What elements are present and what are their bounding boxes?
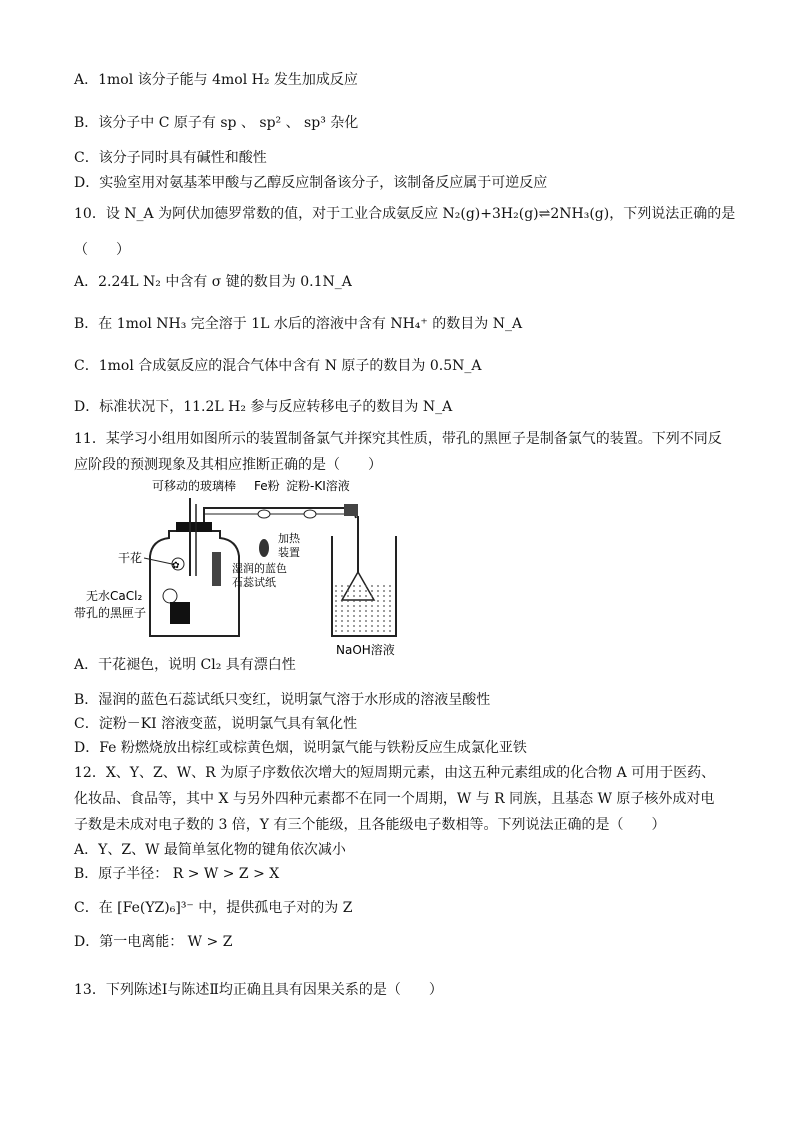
liquid-dot (335, 620, 337, 622)
liquid-dot (347, 600, 349, 602)
label-heat-1: 加热 (278, 532, 300, 545)
liquid-dot (341, 630, 343, 632)
fe-bulb (258, 510, 270, 518)
liquid-dot (341, 625, 343, 627)
liquid-dot (347, 610, 349, 612)
liquid-dot (359, 605, 361, 607)
liquid-dot (383, 615, 385, 617)
liquid-dot (347, 590, 349, 592)
cacl2-dish (163, 589, 177, 603)
apparatus-svg (74, 476, 404, 657)
liquid-dot (365, 600, 367, 602)
liquid-dot (371, 590, 373, 592)
q10-answer-blank: （ ） (74, 242, 130, 258)
liquid-dot (335, 615, 337, 617)
liquid-dot (359, 600, 361, 602)
label-litmus-2: 石蕊试纸 (232, 576, 276, 589)
liquid-dot (377, 585, 379, 587)
liquid-dot (359, 630, 361, 632)
liquid-dot (389, 600, 391, 602)
q11-option-b: B．湿润的蓝色石蕊试纸只变红，说明氯气溶于水形成的溶液呈酸性 (74, 692, 491, 708)
svg-text:✿: ✿ (172, 561, 180, 571)
liquid-dot (371, 600, 373, 602)
liquid-dot (353, 605, 355, 607)
liquid-dot (347, 630, 349, 632)
liquid-dot (365, 620, 367, 622)
delivery-tube (204, 508, 356, 522)
liquid-dot (359, 585, 361, 587)
q10-option-c: C．1mol 合成氨反应的混合气体中含有 N 原子的数目为 0.5N_A (74, 358, 482, 374)
liquid-dot (365, 590, 367, 592)
liquid-dot (371, 615, 373, 617)
bottle-stopper (176, 522, 212, 532)
liquid-dot (353, 615, 355, 617)
liquid-dot (347, 595, 349, 597)
liquid-dot (335, 610, 337, 612)
black-box (170, 602, 190, 624)
rubber-joint (344, 504, 358, 516)
liquid-dot (359, 590, 361, 592)
liquid-dot (341, 590, 343, 592)
liquid-dot (359, 620, 361, 622)
liquid-dot (383, 585, 385, 587)
q11-option-c: C．淀粉－KI 溶液变蓝，说明氯气具有氧化性 (74, 716, 358, 732)
flame-icon (259, 539, 269, 557)
liquid-dot (341, 615, 343, 617)
liquid-dot (371, 625, 373, 627)
liquid-dot (377, 620, 379, 622)
gas-bottle (150, 531, 239, 636)
liquid-dot (383, 600, 385, 602)
label-cacl2: 无水CaCl₂ (86, 589, 143, 603)
liquid-dot (383, 605, 385, 607)
liquid-dot (353, 585, 355, 587)
liquid-dot (347, 615, 349, 617)
q11-option-d: D．Fe 粉燃烧放出棕红或棕黄色烟，说明氯气能与铁粉反应生成氯化亚铁 (74, 740, 527, 756)
inverted-funnel (342, 572, 374, 600)
q12-stem: 12．X、Y、Z、W、R 为原子序数依次增大的短周期元素，由这五种元素组成的化合物 A 可用于医药、化妆品、食品等，其中 X 与另外四种元素都不在同一个周期，W 与 R 同族，且基态 W 原子核外成对电子数是未成对电子数的 3 倍，Y 有三个能级，且各能级电子数相等。下列说法正确的是（ ） (74, 765, 716, 833)
liquid-dot (341, 610, 343, 612)
liquid-dot (389, 615, 391, 617)
label-litmus-1: 湿润的蓝色 (232, 562, 287, 575)
liquid-dot (335, 590, 337, 592)
liquid-dot (365, 585, 367, 587)
liquid-dot (341, 585, 343, 587)
liquid-dot (371, 630, 373, 632)
liquid-dot (383, 590, 385, 592)
liquid-dot (359, 615, 361, 617)
liquid-dot (377, 610, 379, 612)
q9-option-a: A．1mol 该分子能与 4mol H₂ 发生加成反应 (74, 72, 358, 88)
liquid-dot (359, 610, 361, 612)
liquid-dot (383, 625, 385, 627)
liquid-dot (335, 630, 337, 632)
liquid-dot (359, 595, 361, 597)
q13-stem: 13．下列陈述Ⅰ与陈述Ⅱ均正确且具有因果关系的是（ ） (74, 982, 443, 998)
liquid-dot (365, 595, 367, 597)
liquid-dot (347, 605, 349, 607)
liquid-dot (383, 620, 385, 622)
apparatus-diagram (74, 476, 404, 657)
q11-option-a: A．干花褪色，说明 Cl₂ 具有漂白性 (74, 657, 296, 673)
liquid-dot (371, 585, 373, 587)
liquid-dot (389, 605, 391, 607)
liquid-dot (389, 585, 391, 587)
liquid-dot (335, 605, 337, 607)
q12-option-d: D．第一电离能： W > Z (74, 934, 233, 950)
q10-stem: 10．设 N_A 为阿伏加德罗常数的值，对于工业合成氨反应 N₂(g)+3H₂(g)⇌2NH₃(g)，下列说法正确的是 (74, 206, 736, 222)
liquid-dot (353, 600, 355, 602)
q11-stem: 11．某学习小组用如图所示的装置制备氯气并探究其性质，带孔的黑匣子是制备氯气的装置。下列不同反应阶段的预测现象及其相应推断正确的是（ ） (74, 431, 722, 473)
q12-option-c: C．在 [Fe(YZ)₆]³⁻ 中，提供孤电子对的为 Z (74, 900, 353, 916)
liquid-dot (389, 620, 391, 622)
liquid-dot (389, 630, 391, 632)
liquid-dot (353, 610, 355, 612)
liquid-dot (365, 625, 367, 627)
label-naoh: NaOH溶液 (336, 643, 395, 657)
liquid-dot (335, 585, 337, 587)
label-black-box: 带孔的黑匣子 (74, 606, 147, 620)
liquid-dot (389, 625, 391, 627)
liquid-dot (341, 620, 343, 622)
liquid-dot (353, 590, 355, 592)
liquid-dot (377, 605, 379, 607)
ki-bulb (304, 510, 316, 518)
liquid-dot (365, 630, 367, 632)
q9-option-b: B．该分子中 C 原子有 sp 、 sp² 、 sp³ 杂化 (74, 115, 359, 131)
liquid-dot (335, 595, 337, 597)
liquid-dot (371, 610, 373, 612)
q10-option-a: A．2.24L N₂ 中含有 σ 键的数目为 0.1N_A (74, 274, 352, 290)
liquid-dot (347, 585, 349, 587)
label-starch-ki: 淀粉-KI溶液 (286, 479, 350, 493)
label-dry-flower: 干花 (118, 551, 143, 565)
liquid-dot (389, 595, 391, 597)
liquid-dot (377, 615, 379, 617)
liquid-dot (353, 625, 355, 627)
liquid-dot (347, 620, 349, 622)
q9-option-c: C．该分子同时具有碱性和酸性 (74, 150, 267, 166)
q10-option-b: B．在 1mol NH₃ 完全溶于 1L 水后的溶液中含有 NH₄⁺ 的数目为 N_A (74, 316, 523, 332)
label-heat-2: 装置 (278, 546, 300, 559)
liquid-dot (389, 610, 391, 612)
liquid-dot (353, 630, 355, 632)
q9-option-d: D．实验室用对氨基苯甲酸与乙醇反应制备该分子，该制备反应属于可逆反应 (74, 175, 548, 191)
liquid-dot (389, 590, 391, 592)
litmus-paper (212, 552, 221, 586)
liquid-dot (365, 610, 367, 612)
liquid-dot (341, 595, 343, 597)
q12-option-a: A．Y、Z、W 最简单氢化物的键角依次减小 (74, 842, 346, 858)
liquid-dot (371, 595, 373, 597)
liquid-dot (383, 630, 385, 632)
liquid-dot (365, 605, 367, 607)
liquid-dot (359, 625, 361, 627)
q12-option-b: B．原子半径： R > W > Z > X (74, 866, 280, 882)
q10-option-d: D．标准状况下，11.2L H₂ 参与反应转移电子的数目为 N_A (74, 399, 453, 415)
liquid-dot (347, 625, 349, 627)
liquid-dot (377, 630, 379, 632)
liquid-dot (383, 595, 385, 597)
liquid-dot (377, 590, 379, 592)
label-fe-powder: Fe粉 (254, 479, 280, 493)
liquid-dot (335, 600, 337, 602)
liquid-dot (341, 605, 343, 607)
liquid-dot (371, 605, 373, 607)
liquid-dot (377, 625, 379, 627)
naoh-liquid (334, 585, 394, 632)
liquid-dot (353, 595, 355, 597)
liquid-dot (335, 625, 337, 627)
label-glass-rod: 可移动的玻璃棒 (152, 479, 237, 493)
liquid-dot (371, 620, 373, 622)
liquid-dot (341, 600, 343, 602)
liquid-dot (365, 615, 367, 617)
liquid-dot (383, 610, 385, 612)
liquid-dot (377, 595, 379, 597)
liquid-dot (377, 600, 379, 602)
liquid-dot (353, 620, 355, 622)
